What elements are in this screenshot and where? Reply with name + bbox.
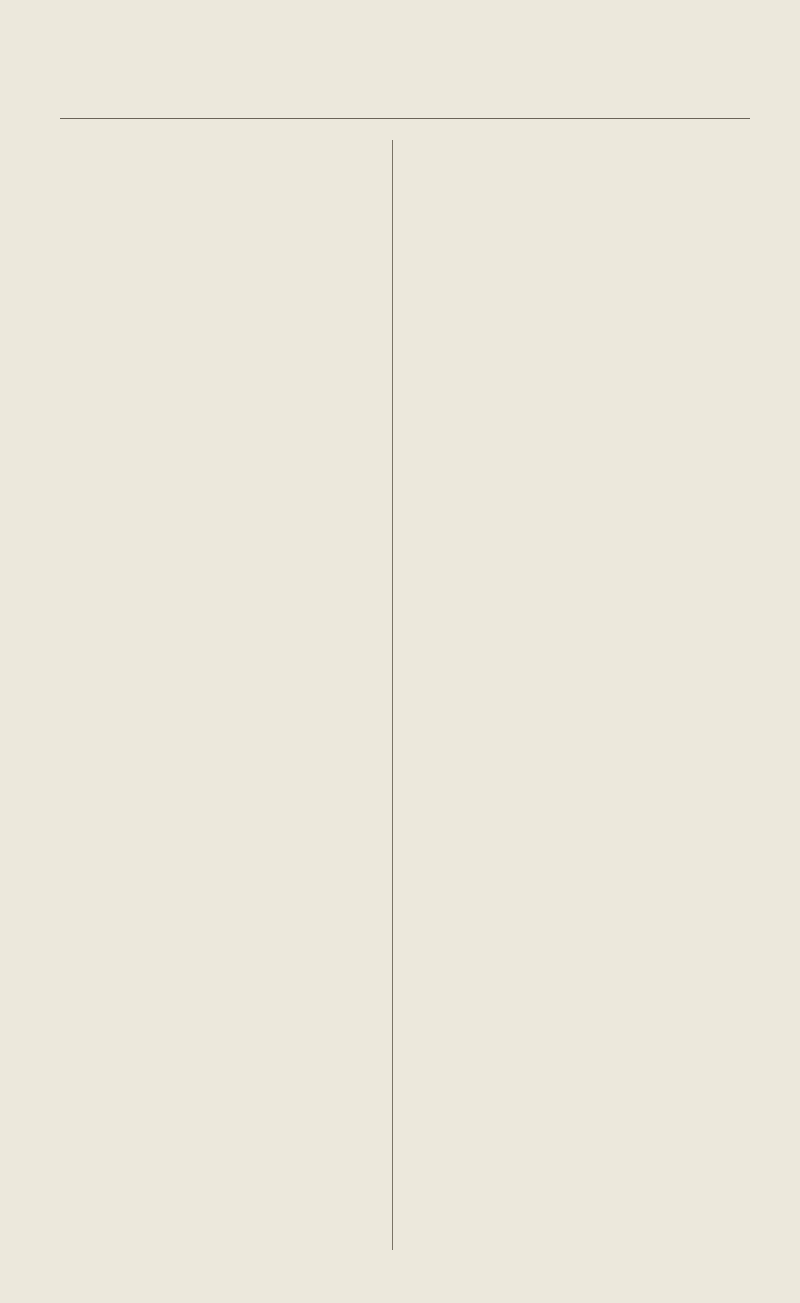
column-divider [392, 140, 393, 1250]
header-rule [60, 118, 750, 119]
page-header [60, 80, 750, 110]
section-heading-rheumatism [60, 150, 378, 171]
index-column-left [60, 150, 378, 171]
